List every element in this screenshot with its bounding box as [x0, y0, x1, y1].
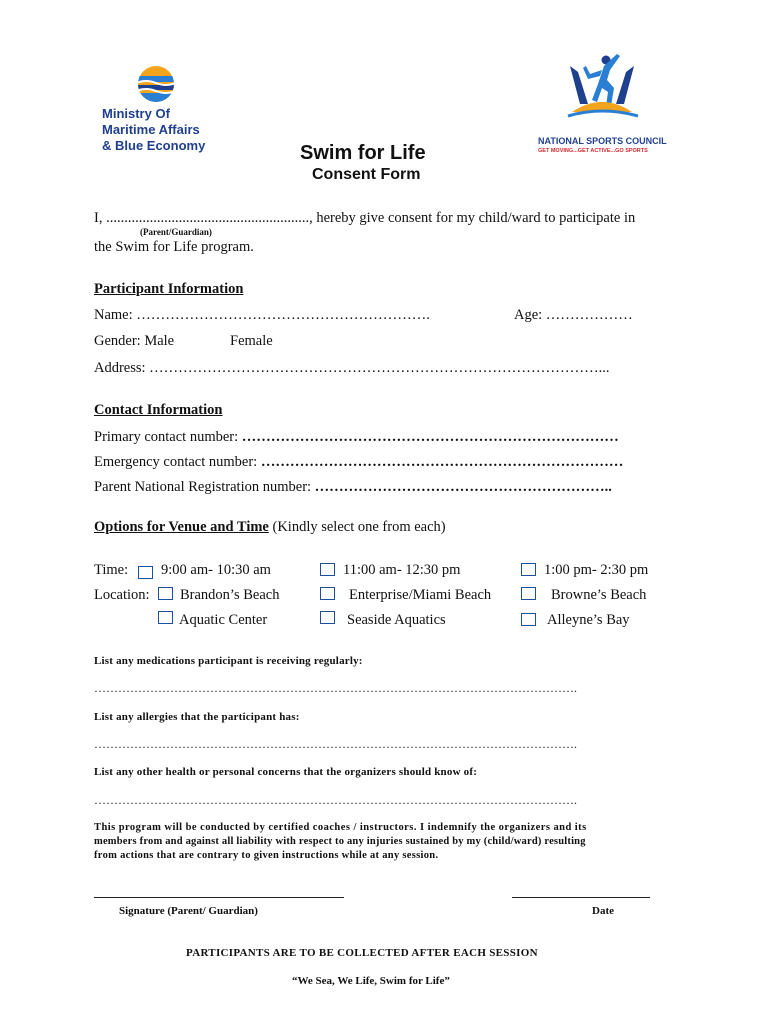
allergies-label: List any allergies that the participant has:	[94, 711, 300, 723]
time-option-2-checkbox[interactable]	[320, 563, 335, 576]
contact-section-heading: Contact Information	[94, 402, 223, 418]
nsc-name: NATIONAL SPORTS COUNCIL	[538, 136, 667, 146]
location-enterprise-beach-checkbox[interactable]	[320, 587, 335, 600]
location-brownes-beach-label: Browne’s Beach	[551, 587, 647, 603]
signature-line[interactable]	[94, 897, 344, 898]
concerns-label: List any other health or personal concerns that the organizers should know of:	[94, 766, 478, 778]
allergies-field[interactable]: ………………………………………………………………………………………………………….	[94, 737, 577, 751]
ministry-logo-text: Ministry Of Maritime Affairs & Blue Economy	[102, 106, 206, 153]
options-heading-note: (Kindly select one from each)	[268, 519, 446, 535]
emergency-contact-label: Emergency contact number:	[94, 454, 261, 470]
medications-label: List any medications participant is receiving regularly:	[94, 655, 363, 667]
registration-number-label: Parent National Registration number:	[94, 479, 315, 495]
options-section-heading	[94, 519, 446, 536]
time-option-1-checkbox[interactable]	[138, 566, 153, 579]
nsc-tagline: GET MOVING...GET ACTIVE...GO SPORTS	[538, 148, 648, 154]
globe-icon	[136, 64, 176, 104]
nsc-logo	[532, 52, 672, 162]
date-label: Date	[592, 905, 614, 917]
form-subtitle: Consent Form	[312, 166, 421, 183]
location-alleynes-bay-label: Alleyne’s Bay	[547, 612, 630, 628]
registration-number-field[interactable]	[94, 478, 612, 496]
collection-notice: PARTICIPANTS ARE TO BE COLLECTED AFTER EACH SESSION	[186, 947, 538, 959]
age-field[interactable]: Age: ………………	[514, 307, 633, 323]
participant-section-heading: Participant Information	[94, 281, 244, 297]
signature-label: Signature (Parent/ Guardian)	[119, 905, 258, 917]
consent-line-2: the Swim for Life program.	[94, 239, 254, 255]
emergency-contact-dots: …………………………………………………………………	[260, 454, 624, 470]
time-label: Time:	[94, 562, 129, 578]
location-brandons-beach-label: Brandon’s Beach	[180, 587, 280, 603]
slogan: “We Sea, We Life, Swim for Life”	[292, 975, 450, 987]
primary-contact-label: Primary contact number:	[94, 429, 242, 445]
time-option-1-label: 9:00 am- 10:30 am	[161, 562, 271, 578]
location-alleynes-bay-checkbox[interactable]	[521, 613, 536, 626]
location-aquatic-center-checkbox[interactable]	[158, 611, 173, 624]
gender-female-option[interactable]: Female	[230, 333, 273, 349]
parent-guardian-label: (Parent/Guardian)	[140, 227, 212, 237]
name-field[interactable]: Name: …………………………………………………….	[94, 307, 430, 323]
location-enterprise-beach-label: Enterprise/Miami Beach	[349, 587, 492, 603]
swimmer-figure-icon	[562, 52, 642, 122]
registration-number-dots: ……………………………………………………..	[314, 479, 612, 495]
location-label: Location:	[94, 587, 150, 603]
location-brandons-beach-checkbox[interactable]	[158, 587, 173, 600]
location-brownes-beach-checkbox[interactable]	[521, 587, 536, 600]
gender-field: Gender: Male	[94, 333, 175, 349]
location-aquatic-center-label: Aquatic Center	[179, 612, 268, 628]
address-field[interactable]: Address: …………………………………………………………………………………...	[94, 360, 610, 376]
primary-contact-dots: ……………………………………………………………………	[241, 429, 619, 445]
time-option-3-label: 1:00 pm- 2:30 pm	[544, 562, 649, 578]
date-line[interactable]	[512, 897, 650, 898]
consent-line: I, ........................................................, hereby give consent for my child/ward to participate in	[94, 210, 636, 226]
disclaimer-line-3: from actions that are contrary to given instructions while at any session.	[94, 850, 439, 861]
ministry-logo	[100, 62, 220, 152]
concerns-field[interactable]: ………………………………………………………………………………………………………….	[94, 793, 577, 807]
disclaimer-line-1: This program will be conducted by certified coaches / instructors. I indemnify the organizers and its	[94, 822, 587, 833]
location-seaside-aquatics-checkbox[interactable]	[320, 611, 335, 624]
time-option-3-checkbox[interactable]	[521, 563, 536, 576]
time-option-2-label: 11:00 am- 12:30 pm	[343, 562, 461, 578]
medications-field[interactable]: ………………………………………………………………………………………………………….	[94, 681, 577, 695]
location-seaside-aquatics-label: Seaside Aquatics	[347, 612, 446, 628]
emergency-contact-field[interactable]	[94, 453, 623, 471]
options-heading-text: Options for Venue and Time	[94, 519, 269, 535]
form-title: Swim for Life	[300, 142, 426, 164]
disclaimer-line-2: members from and against all liability with respect to any injuries sustained by my (child/ward) resulting	[94, 836, 586, 847]
primary-contact-field[interactable]	[94, 428, 619, 446]
